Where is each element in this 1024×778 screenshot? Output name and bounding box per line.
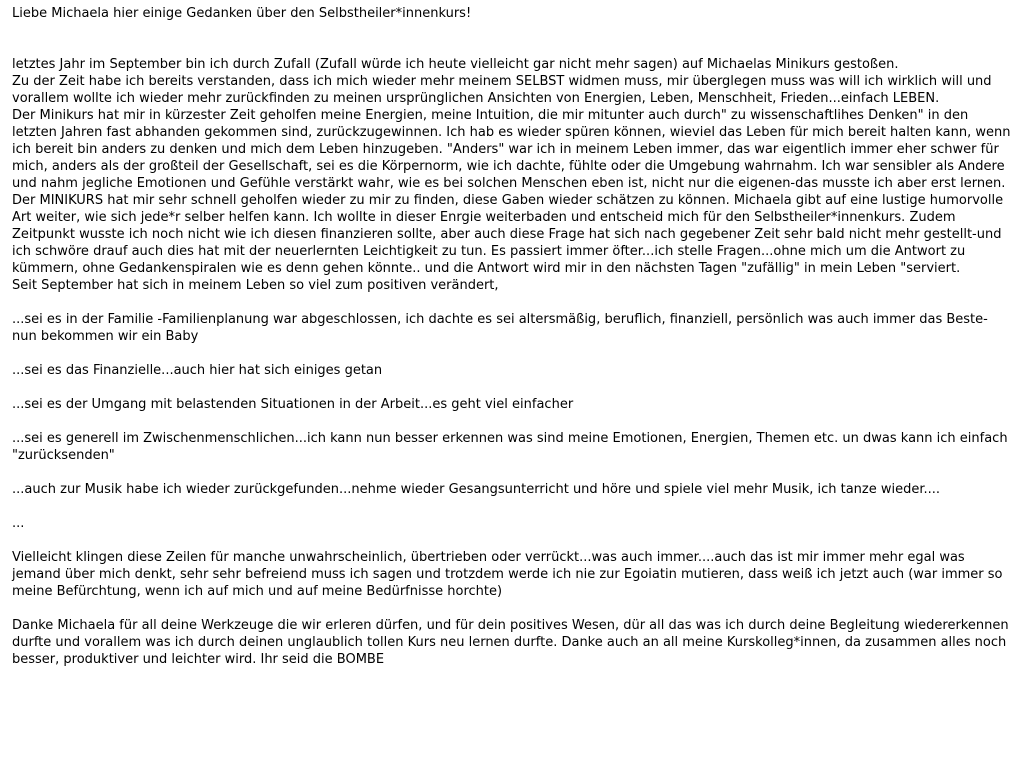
spacer [12, 294, 1012, 311]
spacer [12, 498, 1012, 515]
list-item-work: ...sei es der Umgang mit belastenden Situationen in der Arbeit...es geht viel einfacher [12, 397, 574, 412]
paragraph-minikurs-help: Der MINIKURS hat mir sehr schnell geholfen wieder zu mir zu finden, diese Gaben wieder schätzen zu können. Michaela gibt auf eine lustige humorvolle Art weiter, wie sich jede*r selber helfen kann. Ich wollte in dieser Enrgie weiterbaden und entscheid mich für den Selbstheiler*innenkurs. Zudem Zeitpunkt wusste ich noch nicht wie ich diesen finanzieren sollte, aber auch diese Frage hat sich nach gegebener Zeit sehr bald nicht mehr gestellt-und ich schwöre drauf auch dies hat mit der neuerlernten Leichtigkeit zu tun. Es passiert immer öfter...ich stelle Fragen...ohne mich um die Antwort zu kümmern, ohne Gedankenspiralen wie es denn gehen könnte.. und die Antwort wird mir in den nächsten Tagen "zufällig" in mein Leben "serviert. [12, 193, 1008, 276]
list-item-ellipsis: ... [12, 516, 25, 531]
list-item-finance: ...sei es das Finanzielle...auch hier hat sich einiges getan [12, 363, 383, 378]
spacer [12, 464, 1012, 481]
spacer [12, 532, 1012, 549]
list-item-interpersonal: ...sei es generell im Zwischenmenschlichen...ich kann nun besser erkennen was sind meine Emotionen, Energien, Themen etc. un dwas kann ich einfach "zurücksenden" [12, 431, 1012, 463]
spacer [12, 600, 1012, 617]
spacer [12, 413, 1012, 430]
paragraph-thanks: Danke Michaela für all deine Werkzeuge die wir erleren dürfen, und für dein positives Wesen, dür all das was ich durch deine Begleitung wiedererkennen durfte und vorallem was ich durch deinen unglaublich tollen Kurs neu lernen durfte. Danke auch an all meine Kurskolleg*innen, da zusammen alles noch besser, produktiver und leichter wird. Ihr seid die BOMBE [12, 618, 1013, 667]
spacer [12, 345, 1012, 362]
spacer [12, 379, 1012, 396]
list-item-family: ...sei es in der Familie -Familienplanung war abgeschlossen, ich dachte es sei altersmäßig, beruflich, finanziell, persönlich was auch immer das Beste-nun bekommen wir ein Baby [12, 312, 988, 344]
paragraph-since-september: Seit September hat sich in meinem Leben so viel zum positiven verändert, [12, 278, 499, 293]
paragraph-reflection: Vielleicht klingen diese Zeilen für manche unwahrscheinlich, übertrieben oder verrückt...was auch immer....auch das ist mir immer mehr egal was jemand über mich denkt, sehr sehr befreiend muss ich sagen und trotzdem werde ich nie zur Egoiatin mutieren, dass weiß ich jetzt auch (war immer so meine Befürchtung, wenn ich auf mich und auf meine Bedürfnisse horchte) [12, 550, 1007, 599]
paragraph-intro: letztes Jahr im September bin ich durch Zufall (Zufall würde ich heute vielleicht gar nicht mehr sagen) auf Michaelas Minikurs gestoßen. [12, 57, 899, 72]
paragraph-self: Zu der Zeit habe ich bereits verstanden, dass ich mich wieder mehr meinem SELBST widmen muss, mir überglegen muss was will ich wirklich will und vorallem wollte ich wieder mehr zurückfinden zu meinen ursprünglichen Ansichten von Energien, Leben, Menschheit, Frieden...einfach LEBEN. [12, 74, 996, 106]
spacer [12, 22, 1012, 56]
greeting-line: Liebe Michaela hier einige Gedanken über den Selbstheiler*innenkurs! [12, 6, 472, 21]
paragraph-minikurs: Der Minikurs hat mir in kürzester Zeit geholfen meine Energien, meine Intuition, die mir mitunter auch durch" zu wissenschaftlihes Denken" in den letzten Jahren fast abhanden gekommen sind, zurückzugewinnen. Ich hab es wieder spüren können, wieviel das Leben für mich bereit halten kann, wenn ich bereit bin anders zu denken und mich dem Leben hinzugeben. "Anders" war ich in meinem Leben immer, das war eigentlich immer eher schwer für mich, anders als der großteil der Gesellschaft, sei es die Körpernorm, wie ich dachte, fühlte oder die Umgebung wahrnahm. Ich war sensibler als Andere und nahm jegliche Emotionen und Gefühle verstärkt wahr, wie es bei solchen Menschen eben ist, nicht nur die eigenen-das musste ich aber erst lernen. [12, 108, 1015, 191]
list-item-music: ...auch zur Musik habe ich wieder zurückgefunden...nehme wieder Gesangsunterricht und höre und spiele viel mehr Musik, ich tanze wieder.... [12, 482, 941, 497]
